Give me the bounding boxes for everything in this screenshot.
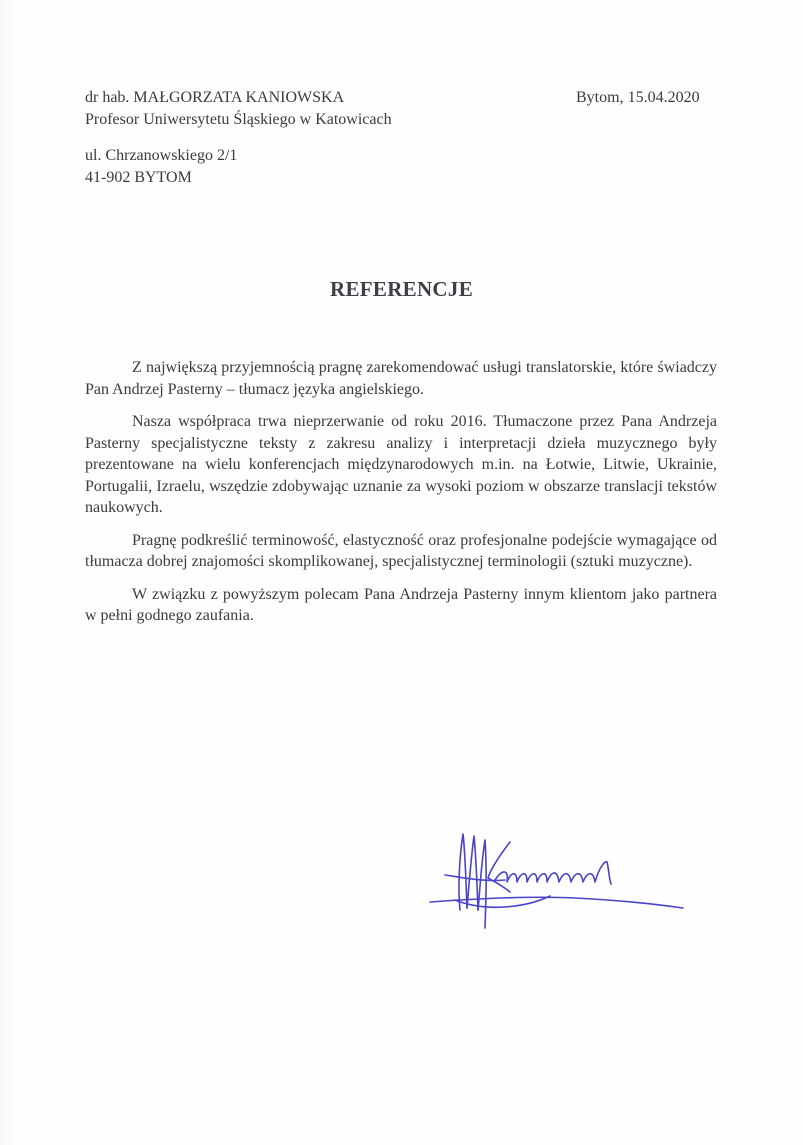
- sender-postal-city: 41-902 BYTOM: [85, 169, 192, 186]
- signature-stroke-initial-1: [459, 834, 467, 910]
- paragraph-cooperation: Nasza współpraca trwa nieprzerwanie od roku 2016. Tłumaczone przez Pana Andrzeja Pasterny specjalistyczne teksty z zakresu analizy i interpretacji dzieła muzycznego były prezentowane na wielu konferencjach międzynarodowych m.in. na Łotwie, Litwie, Ukrainie, Portugalii, Izraelu, wszędzie zdobywając uznanie za wysoki poziom w obszarze translacji tekstów naukowych.: [85, 413, 717, 516]
- paragraph-conclusion: W związku z powyższym polecam Pana Andrzeja Pasterny innym klientom jako partnera w pełni godnego zaufania.: [85, 585, 717, 624]
- sender-street: ul. Chrzanowskiego 2/1: [85, 147, 238, 164]
- sender-name: dr hab. MAŁGORZATA KANIOWSKA: [85, 89, 345, 106]
- signature-stroke-initial-3: [478, 840, 486, 928]
- handwritten-signature: [425, 820, 685, 940]
- document-title: REFERENCJE: [329, 277, 474, 301]
- sender-position: Profesor Uniwersytetu Śląskiego w Katowicach: [85, 111, 392, 128]
- letter-body: [85, 357, 717, 638]
- signature-stroke-k: [488, 842, 510, 892]
- paragraph-qualities: Pragnę podkreślić terminowość, elastyczność oraz profesjonalne podejście wymagające od tłumacza dobrej znajomości skomplikowanej, specjalistycznej terminologii (sztuki muzyczne).: [85, 531, 717, 570]
- sender-spacer: [85, 131, 392, 145]
- signature-stroke-name: [495, 862, 611, 884]
- paragraph-recommendation: Z największą przyjemnością pragnę zarekomendować usługi translatorskie, które świadczy Pan Andrzej Pasterny – tłumacz języka angielskiego.: [85, 359, 717, 398]
- sender-block: [85, 87, 392, 189]
- place-date: Bytom, 15.04.2020: [576, 89, 700, 106]
